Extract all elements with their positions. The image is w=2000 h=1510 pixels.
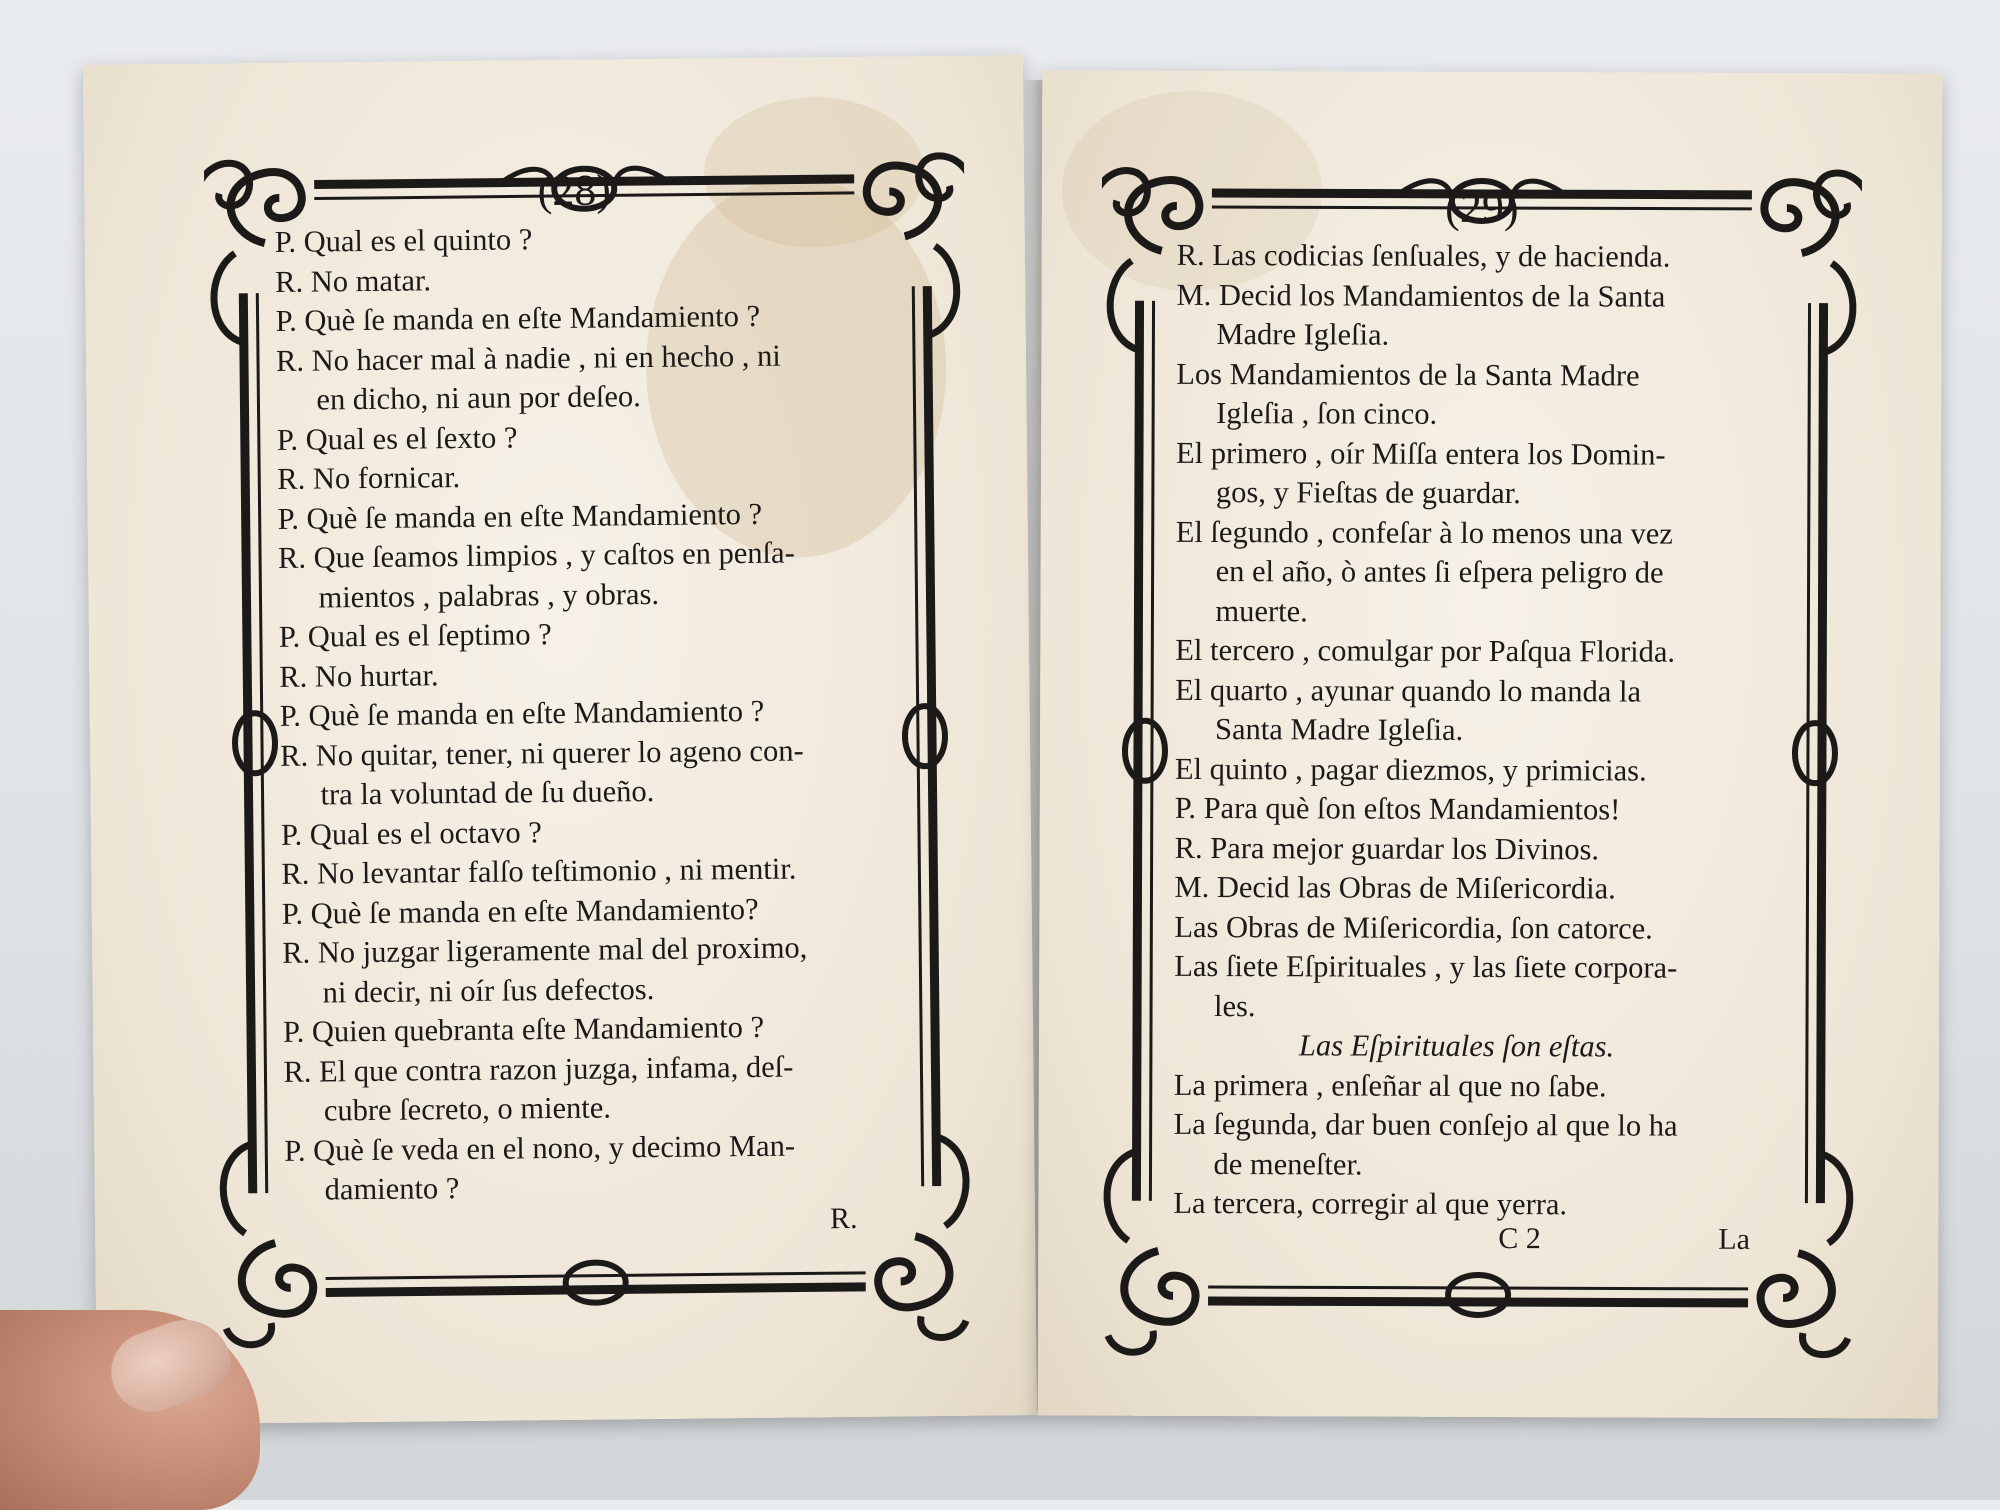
text-line: El primero , oír Miſſa entera los Domin- xyxy=(1175,435,1666,472)
right-page xyxy=(1038,70,1943,1418)
text-line: Los Mandamientos de la Santa Madre xyxy=(1176,356,1640,393)
text-line: R. Que ſeamos limpios , y caſtos en penſa- xyxy=(277,535,795,575)
text-line: R. El que contra razon juzga, infama, deſ- xyxy=(283,1049,794,1089)
text-line: P. Para què ſon eſtos Mandamientos! xyxy=(1174,790,1621,827)
text-line: R. No matar. xyxy=(275,262,432,299)
catchword: R. xyxy=(829,1201,858,1236)
text-line: R. No quitar, tener, ni querer lo ageno con- xyxy=(279,732,804,773)
text-line: El quarto , ayunar quando lo manda la xyxy=(1175,672,1642,709)
text-line: M. Decid los Mandamientos de la Santa xyxy=(1176,277,1666,314)
text-line: P. Què ſe manda en eſte Mandamiento ? xyxy=(279,693,765,733)
text-line: Santa Madre Igleſia. xyxy=(1214,712,1464,747)
text-line: La primera , enſeñar al que no ſabe. xyxy=(1173,1067,1607,1103)
text-line: La tercera, corregir al que yerra. xyxy=(1173,1185,1568,1222)
text-line: La ſegunda, dar buen conſejo al que lo ha xyxy=(1173,1106,1678,1143)
text-line: de meneſter. xyxy=(1213,1146,1363,1182)
text-line: P. Qual es el quinto ? xyxy=(274,222,533,259)
text-line: muerte. xyxy=(1215,593,1308,628)
text-line: R. No juzgar ligeramente mal del proximo, xyxy=(282,930,808,970)
text-line: gos, y Fieſtas de guardar. xyxy=(1215,475,1521,511)
text-line: Igleſia , ſon cinco. xyxy=(1216,396,1438,431)
text-line: R. No levantar falſo teſtimonio , ni mentir. xyxy=(281,851,797,891)
text-line: P. Qual es el ſexto ? xyxy=(276,419,518,457)
text-line: P. Què ſe manda en eſte Mandamiento? xyxy=(281,891,759,931)
text-line: R. Las codicias ſenſuales, y de hacienda. xyxy=(1176,237,1671,274)
catchword: La xyxy=(1718,1222,1750,1256)
text-line: Las Obras de Miſericordia, ſon catorce. xyxy=(1174,909,1653,946)
text-line: Las ſiete Eſpirituales , y las ſiete corpora- xyxy=(1174,948,1678,985)
text-line: P. Què ſe manda en eſte Mandamiento ? xyxy=(275,298,761,338)
text-line: R. No hacer mal à nadie , ni en hecho , ni xyxy=(275,338,781,378)
text-line: El tercero , comulgar por Paſqua Florida. xyxy=(1175,632,1676,669)
text-line: P. Quien quebranta eſte Mandamiento ? xyxy=(282,1009,765,1049)
signature-mark: C 2 xyxy=(1498,1222,1541,1256)
text-line: P. Qual es el ſeptimo ? xyxy=(278,617,552,654)
text-line: tra la voluntad de ſu dueño. xyxy=(320,774,655,812)
text-line: ni decir, ni oír ſus defectos. xyxy=(322,971,655,1009)
text-line: P. Què ſe manda en eſte Mandamiento ? xyxy=(277,496,763,536)
left-page xyxy=(83,55,1037,1425)
text-line: les. xyxy=(1214,988,1256,1023)
text-line: El ſegundo , confeſar à lo menos una vez xyxy=(1175,514,1673,551)
text-line: en el año, ò antes ſi eſpera peligro de xyxy=(1215,554,1664,590)
text-line: Las Eſpirituales ſon eſtas. xyxy=(1298,1028,1615,1064)
text-line: cubre ſecreto, o miente. xyxy=(323,1090,612,1128)
left-page-text xyxy=(275,216,905,1210)
text-line: mientos , palabras , y obras. xyxy=(318,576,660,615)
page-number: (28) xyxy=(537,165,612,216)
text-line: M. Decid las Obras de Miſericordia. xyxy=(1174,869,1616,906)
page-number: (29) xyxy=(1445,182,1519,233)
text-line: R. Para mejor guardar los Divinos. xyxy=(1174,830,1600,866)
text-line: P. Què ſe veda en el nono, y decimo Man- xyxy=(284,1128,796,1168)
text-line: Madre Igleſia. xyxy=(1216,317,1390,352)
text-line: R. No fornicar. xyxy=(277,460,461,496)
text-line: P. Qual es el octavo ? xyxy=(280,814,543,852)
text-line: El quinto , pagar diezmos, y primicias. xyxy=(1174,751,1647,788)
right-page-text xyxy=(1173,236,1816,1226)
text-line: en dicho, ni aun por deſeo. xyxy=(316,379,641,417)
text-line: R. No hurtar. xyxy=(279,657,439,694)
text-line: damiento ? xyxy=(324,1171,460,1207)
